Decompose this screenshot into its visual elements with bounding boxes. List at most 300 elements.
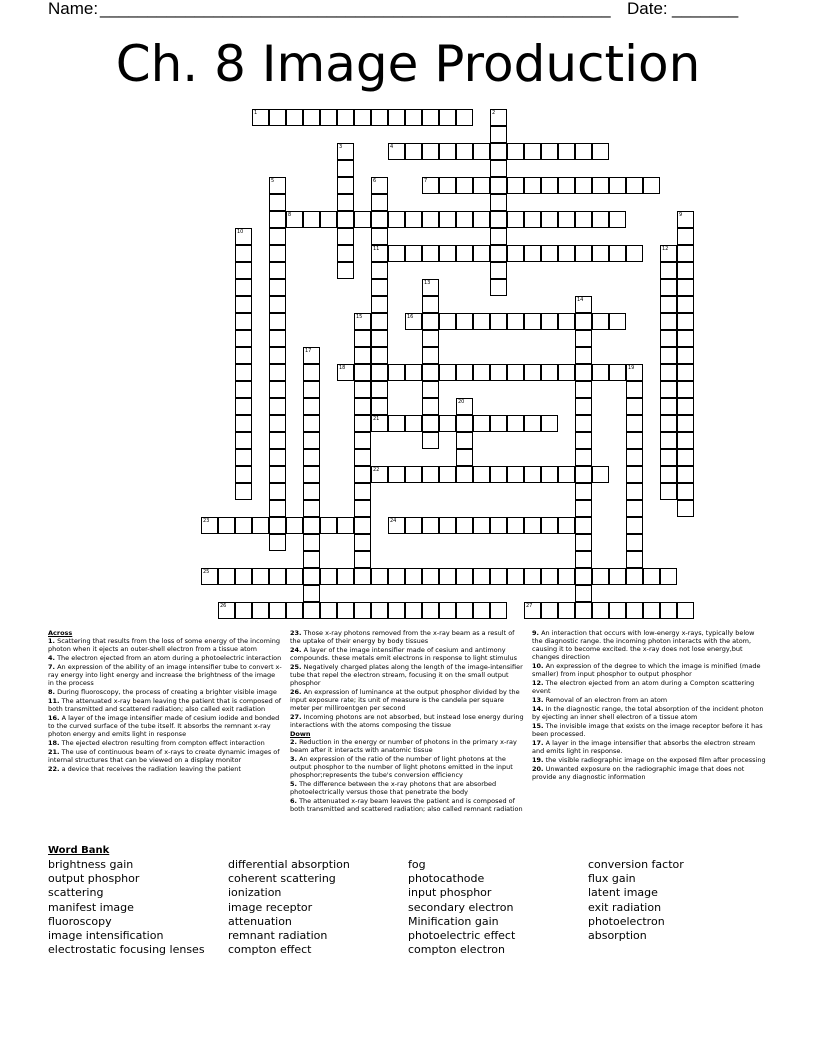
crossword-cell[interactable] (320, 517, 337, 534)
crossword-cell[interactable] (371, 279, 388, 296)
crossword-cell[interactable] (643, 602, 660, 619)
crossword-cell[interactable] (677, 483, 694, 500)
crossword-cell[interactable] (303, 568, 320, 585)
crossword-cell[interactable] (660, 466, 677, 483)
crossword-cell[interactable] (677, 211, 694, 228)
crossword-cell[interactable] (660, 432, 677, 449)
crossword-cell[interactable] (609, 568, 626, 585)
crossword-cell[interactable] (235, 432, 252, 449)
crossword-cell[interactable] (371, 262, 388, 279)
crossword-cell[interactable] (405, 211, 422, 228)
crossword-cell[interactable] (490, 245, 507, 262)
crossword-cell[interactable] (405, 245, 422, 262)
crossword-cell[interactable] (286, 109, 303, 126)
crossword-cell[interactable] (490, 602, 507, 619)
crossword-cell[interactable] (541, 415, 558, 432)
crossword-cell[interactable] (439, 313, 456, 330)
crossword-cell[interactable] (303, 466, 320, 483)
crossword-cell[interactable] (388, 568, 405, 585)
crossword-cell[interactable] (677, 296, 694, 313)
crossword-cell[interactable] (337, 109, 354, 126)
crossword-cell[interactable] (575, 398, 592, 415)
crossword-cell[interactable] (269, 109, 286, 126)
crossword-cell[interactable] (490, 415, 507, 432)
crossword-cell[interactable] (371, 568, 388, 585)
crossword-cell[interactable] (575, 415, 592, 432)
crossword-cell[interactable] (337, 228, 354, 245)
crossword-cell[interactable] (405, 602, 422, 619)
crossword-cell[interactable] (524, 466, 541, 483)
crossword-cell[interactable] (303, 398, 320, 415)
crossword-cell[interactable] (473, 177, 490, 194)
crossword-cell[interactable] (507, 177, 524, 194)
crossword-cell[interactable] (337, 177, 354, 194)
crossword-cell[interactable] (507, 466, 524, 483)
crossword-cell[interactable] (439, 177, 456, 194)
crossword-cell[interactable] (592, 211, 609, 228)
crossword-cell[interactable] (677, 228, 694, 245)
crossword-cell[interactable] (575, 330, 592, 347)
crossword-cell[interactable] (303, 585, 320, 602)
crossword-cell[interactable] (371, 296, 388, 313)
crossword-cell[interactable] (422, 143, 439, 160)
crossword-cell[interactable] (388, 364, 405, 381)
crossword-cell[interactable] (235, 602, 252, 619)
crossword-cell[interactable] (235, 381, 252, 398)
crossword-cell[interactable] (303, 534, 320, 551)
crossword-cell[interactable] (269, 296, 286, 313)
crossword-cell[interactable] (592, 466, 609, 483)
crossword-cell[interactable] (337, 160, 354, 177)
crossword-cell[interactable] (405, 568, 422, 585)
crossword-cell[interactable] (660, 602, 677, 619)
crossword-cell[interactable] (303, 517, 320, 534)
crossword-cell[interactable] (269, 466, 286, 483)
crossword-cell[interactable] (456, 177, 473, 194)
crossword-cell[interactable] (660, 279, 677, 296)
crossword-cell[interactable] (337, 364, 354, 381)
crossword-cell[interactable] (660, 449, 677, 466)
crossword-cell[interactable] (592, 143, 609, 160)
crossword-cell[interactable] (320, 211, 337, 228)
crossword-cell[interactable] (405, 364, 422, 381)
crossword-cell[interactable] (524, 313, 541, 330)
crossword-cell[interactable] (558, 466, 575, 483)
crossword-cell[interactable] (626, 398, 643, 415)
crossword-cell[interactable] (422, 296, 439, 313)
crossword-cell[interactable] (643, 568, 660, 585)
crossword-cell[interactable] (252, 568, 269, 585)
crossword-cell[interactable] (575, 483, 592, 500)
crossword-cell[interactable] (473, 517, 490, 534)
crossword-cell[interactable] (269, 279, 286, 296)
crossword-cell[interactable] (303, 347, 320, 364)
crossword-cell[interactable] (490, 177, 507, 194)
crossword-cell[interactable] (456, 211, 473, 228)
crossword-cell[interactable] (626, 449, 643, 466)
crossword-cell[interactable] (575, 500, 592, 517)
crossword-cell[interactable] (575, 585, 592, 602)
crossword-cell[interactable] (269, 432, 286, 449)
crossword-cell[interactable] (388, 517, 405, 534)
crossword-cell[interactable] (677, 245, 694, 262)
crossword-cell[interactable] (405, 415, 422, 432)
crossword-cell[interactable] (609, 177, 626, 194)
crossword-cell[interactable] (269, 245, 286, 262)
crossword-cell[interactable] (303, 381, 320, 398)
crossword-cell[interactable] (354, 211, 371, 228)
crossword-cell[interactable] (490, 194, 507, 211)
crossword-cell[interactable] (507, 364, 524, 381)
crossword-cell[interactable] (371, 381, 388, 398)
crossword-cell[interactable] (269, 194, 286, 211)
crossword-cell[interactable] (371, 602, 388, 619)
crossword-cell[interactable] (575, 177, 592, 194)
crossword-cell[interactable] (541, 602, 558, 619)
crossword-cell[interactable] (269, 534, 286, 551)
crossword-cell[interactable] (269, 211, 286, 228)
crossword-cell[interactable] (626, 483, 643, 500)
crossword-cell[interactable] (439, 364, 456, 381)
crossword-cell[interactable] (354, 109, 371, 126)
crossword-cell[interactable] (456, 568, 473, 585)
crossword-cell[interactable] (235, 262, 252, 279)
crossword-cell[interactable] (235, 347, 252, 364)
crossword-cell[interactable] (371, 330, 388, 347)
crossword-cell[interactable] (320, 109, 337, 126)
crossword-cell[interactable] (626, 568, 643, 585)
crossword-cell[interactable] (218, 602, 235, 619)
crossword-cell[interactable] (524, 517, 541, 534)
crossword-cell[interactable] (609, 313, 626, 330)
crossword-cell[interactable] (439, 143, 456, 160)
crossword-cell[interactable] (371, 245, 388, 262)
crossword-cell[interactable] (405, 143, 422, 160)
crossword-cell[interactable] (303, 415, 320, 432)
crossword-cell[interactable] (422, 330, 439, 347)
crossword-cell[interactable] (354, 330, 371, 347)
crossword-cell[interactable] (677, 398, 694, 415)
crossword-cell[interactable] (541, 313, 558, 330)
crossword-cell[interactable] (473, 364, 490, 381)
crossword-cell[interactable] (558, 143, 575, 160)
crossword-cell[interactable] (609, 364, 626, 381)
crossword-cell[interactable] (235, 330, 252, 347)
crossword-cell[interactable] (269, 398, 286, 415)
crossword-cell[interactable] (235, 279, 252, 296)
crossword-cell[interactable] (235, 568, 252, 585)
crossword-cell[interactable] (235, 483, 252, 500)
crossword-cell[interactable] (354, 602, 371, 619)
crossword-cell[interactable] (269, 517, 286, 534)
crossword-cell[interactable] (269, 602, 286, 619)
crossword-cell[interactable] (524, 415, 541, 432)
crossword-cell[interactable] (405, 466, 422, 483)
crossword-cell[interactable] (388, 466, 405, 483)
crossword-cell[interactable] (677, 347, 694, 364)
crossword-cell[interactable] (490, 109, 507, 126)
crossword-cell[interactable] (422, 177, 439, 194)
crossword-cell[interactable] (303, 551, 320, 568)
crossword-cell[interactable] (422, 568, 439, 585)
crossword-cell[interactable] (490, 211, 507, 228)
crossword-cell[interactable] (388, 602, 405, 619)
crossword-cell[interactable] (660, 296, 677, 313)
crossword-cell[interactable] (660, 330, 677, 347)
crossword-cell[interactable] (677, 330, 694, 347)
crossword-cell[interactable] (473, 415, 490, 432)
crossword-cell[interactable] (354, 500, 371, 517)
crossword-cell[interactable] (456, 313, 473, 330)
crossword-cell[interactable] (422, 279, 439, 296)
crossword-cell[interactable] (575, 143, 592, 160)
crossword-cell[interactable] (354, 313, 371, 330)
crossword-cell[interactable] (677, 500, 694, 517)
crossword-cell[interactable] (524, 143, 541, 160)
crossword-cell[interactable] (609, 211, 626, 228)
crossword-cell[interactable] (388, 415, 405, 432)
crossword-cell[interactable] (422, 517, 439, 534)
crossword-cell[interactable] (252, 517, 269, 534)
crossword-cell[interactable] (473, 602, 490, 619)
crossword-cell[interactable] (660, 313, 677, 330)
crossword-cell[interactable] (354, 517, 371, 534)
crossword-cell[interactable] (558, 245, 575, 262)
crossword-cell[interactable] (490, 568, 507, 585)
crossword-cell[interactable] (337, 262, 354, 279)
crossword-cell[interactable] (422, 364, 439, 381)
crossword-cell[interactable] (337, 194, 354, 211)
crossword-cell[interactable] (507, 211, 524, 228)
crossword-cell[interactable] (660, 347, 677, 364)
crossword-cell[interactable] (575, 245, 592, 262)
crossword-cell[interactable] (303, 109, 320, 126)
crossword-cell[interactable] (473, 143, 490, 160)
crossword-cell[interactable] (626, 534, 643, 551)
crossword-cell[interactable] (337, 568, 354, 585)
crossword-cell[interactable] (643, 177, 660, 194)
crossword-cell[interactable] (422, 211, 439, 228)
crossword-cell[interactable] (677, 466, 694, 483)
crossword-cell[interactable] (405, 109, 422, 126)
crossword-cell[interactable] (575, 466, 592, 483)
crossword-cell[interactable] (626, 551, 643, 568)
crossword-cell[interactable] (575, 534, 592, 551)
crossword-cell[interactable] (269, 330, 286, 347)
crossword-cell[interactable] (626, 517, 643, 534)
crossword-cell[interactable] (507, 143, 524, 160)
crossword-cell[interactable] (269, 483, 286, 500)
crossword-cell[interactable] (235, 245, 252, 262)
crossword-cell[interactable] (524, 602, 541, 619)
crossword-cell[interactable] (303, 211, 320, 228)
crossword-cell[interactable] (677, 381, 694, 398)
crossword-cell[interactable] (354, 551, 371, 568)
crossword-cell[interactable] (422, 432, 439, 449)
crossword-cell[interactable] (524, 245, 541, 262)
crossword-cell[interactable] (677, 449, 694, 466)
crossword-cell[interactable] (269, 347, 286, 364)
crossword-cell[interactable] (558, 602, 575, 619)
crossword-cell[interactable] (592, 245, 609, 262)
crossword-cell[interactable] (303, 432, 320, 449)
crossword-cell[interactable] (371, 194, 388, 211)
crossword-cell[interactable] (371, 364, 388, 381)
crossword-cell[interactable] (541, 466, 558, 483)
crossword-cell[interactable] (575, 449, 592, 466)
crossword-cell[interactable] (507, 245, 524, 262)
crossword-cell[interactable] (524, 211, 541, 228)
crossword-cell[interactable] (337, 211, 354, 228)
crossword-cell[interactable] (303, 500, 320, 517)
crossword-cell[interactable] (575, 551, 592, 568)
crossword-cell[interactable] (371, 228, 388, 245)
crossword-cell[interactable] (456, 245, 473, 262)
crossword-cell[interactable] (252, 109, 269, 126)
crossword-cell[interactable] (541, 143, 558, 160)
crossword-cell[interactable] (405, 517, 422, 534)
crossword-cell[interactable] (456, 517, 473, 534)
crossword-cell[interactable] (439, 415, 456, 432)
crossword-cell[interactable] (473, 466, 490, 483)
crossword-cell[interactable] (354, 534, 371, 551)
crossword-cell[interactable] (609, 245, 626, 262)
crossword-cell[interactable] (490, 364, 507, 381)
crossword-cell[interactable] (422, 415, 439, 432)
crossword-cell[interactable] (592, 313, 609, 330)
crossword-cell[interactable] (575, 313, 592, 330)
crossword-cell[interactable] (660, 381, 677, 398)
crossword-cell[interactable] (303, 602, 320, 619)
crossword-cell[interactable] (388, 143, 405, 160)
crossword-cell[interactable] (320, 568, 337, 585)
crossword-cell[interactable] (660, 262, 677, 279)
crossword-cell[interactable] (354, 415, 371, 432)
crossword-cell[interactable] (252, 602, 269, 619)
crossword-cell[interactable] (201, 517, 218, 534)
crossword-cell[interactable] (269, 313, 286, 330)
crossword-cell[interactable] (405, 313, 422, 330)
crossword-cell[interactable] (456, 449, 473, 466)
crossword-cell[interactable] (235, 466, 252, 483)
crossword-cell[interactable] (626, 500, 643, 517)
crossword-cell[interactable] (592, 568, 609, 585)
crossword-cell[interactable] (354, 364, 371, 381)
crossword-cell[interactable] (626, 432, 643, 449)
crossword-cell[interactable] (575, 381, 592, 398)
crossword-cell[interactable] (626, 177, 643, 194)
crossword-cell[interactable] (354, 381, 371, 398)
crossword-cell[interactable] (456, 432, 473, 449)
crossword-cell[interactable] (337, 143, 354, 160)
crossword-cell[interactable] (490, 143, 507, 160)
crossword-cell[interactable] (439, 211, 456, 228)
crossword-cell[interactable] (422, 313, 439, 330)
crossword-cell[interactable] (592, 364, 609, 381)
crossword-cell[interactable] (286, 602, 303, 619)
crossword-cell[interactable] (269, 500, 286, 517)
crossword-cell[interactable] (660, 245, 677, 262)
crossword-cell[interactable] (558, 364, 575, 381)
crossword-cell[interactable] (354, 449, 371, 466)
crossword-cell[interactable] (439, 245, 456, 262)
crossword-cell[interactable] (507, 415, 524, 432)
crossword-cell[interactable] (677, 364, 694, 381)
crossword-cell[interactable] (269, 228, 286, 245)
crossword-cell[interactable] (524, 364, 541, 381)
crossword-cell[interactable] (575, 296, 592, 313)
crossword-cell[interactable] (626, 381, 643, 398)
crossword-cell[interactable] (473, 313, 490, 330)
crossword-cell[interactable] (371, 109, 388, 126)
crossword-cell[interactable] (541, 364, 558, 381)
crossword-cell[interactable] (235, 364, 252, 381)
crossword-cell[interactable] (575, 602, 592, 619)
crossword-cell[interactable] (626, 466, 643, 483)
crossword-cell[interactable] (456, 466, 473, 483)
crossword-cell[interactable] (490, 126, 507, 143)
crossword-cell[interactable] (371, 313, 388, 330)
crossword-cell[interactable] (422, 602, 439, 619)
crossword-cell[interactable] (354, 568, 371, 585)
crossword-cell[interactable] (524, 177, 541, 194)
crossword-cell[interactable] (456, 415, 473, 432)
crossword-cell[interactable] (388, 245, 405, 262)
crossword-cell[interactable] (575, 211, 592, 228)
crossword-cell[interactable] (303, 483, 320, 500)
crossword-cell[interactable] (269, 177, 286, 194)
crossword-cell[interactable] (422, 466, 439, 483)
crossword-cell[interactable] (507, 313, 524, 330)
crossword-cell[interactable] (337, 602, 354, 619)
crossword-cell[interactable] (456, 602, 473, 619)
crossword-cell[interactable] (235, 313, 252, 330)
crossword-cell[interactable] (235, 228, 252, 245)
crossword-cell[interactable] (422, 347, 439, 364)
crossword-cell[interactable] (456, 364, 473, 381)
crossword-cell[interactable] (456, 143, 473, 160)
crossword-cell[interactable] (490, 466, 507, 483)
crossword-cell[interactable] (235, 398, 252, 415)
crossword-cell[interactable] (490, 279, 507, 296)
crossword-cell[interactable] (609, 602, 626, 619)
crossword-cell[interactable] (677, 415, 694, 432)
crossword-cell[interactable] (575, 517, 592, 534)
crossword-cell[interactable] (592, 602, 609, 619)
crossword-cell[interactable] (354, 347, 371, 364)
crossword-cell[interactable] (201, 568, 218, 585)
crossword-cell[interactable] (490, 313, 507, 330)
crossword-cell[interactable] (422, 109, 439, 126)
crossword-cell[interactable] (575, 347, 592, 364)
name-line[interactable]: ______________________________________________________ (100, 0, 611, 18)
crossword-cell[interactable] (235, 449, 252, 466)
crossword-cell[interactable] (303, 449, 320, 466)
crossword-cell[interactable] (677, 432, 694, 449)
crossword-cell[interactable] (371, 466, 388, 483)
crossword-cell[interactable] (473, 211, 490, 228)
crossword-cell[interactable] (558, 568, 575, 585)
crossword-cell[interactable] (422, 245, 439, 262)
crossword-cell[interactable] (660, 415, 677, 432)
crossword-cell[interactable] (626, 245, 643, 262)
crossword-cell[interactable] (575, 568, 592, 585)
crossword-cell[interactable] (660, 364, 677, 381)
crossword-cell[interactable] (439, 466, 456, 483)
crossword-cell[interactable] (541, 245, 558, 262)
crossword-cell[interactable] (575, 364, 592, 381)
crossword-cell[interactable] (677, 279, 694, 296)
